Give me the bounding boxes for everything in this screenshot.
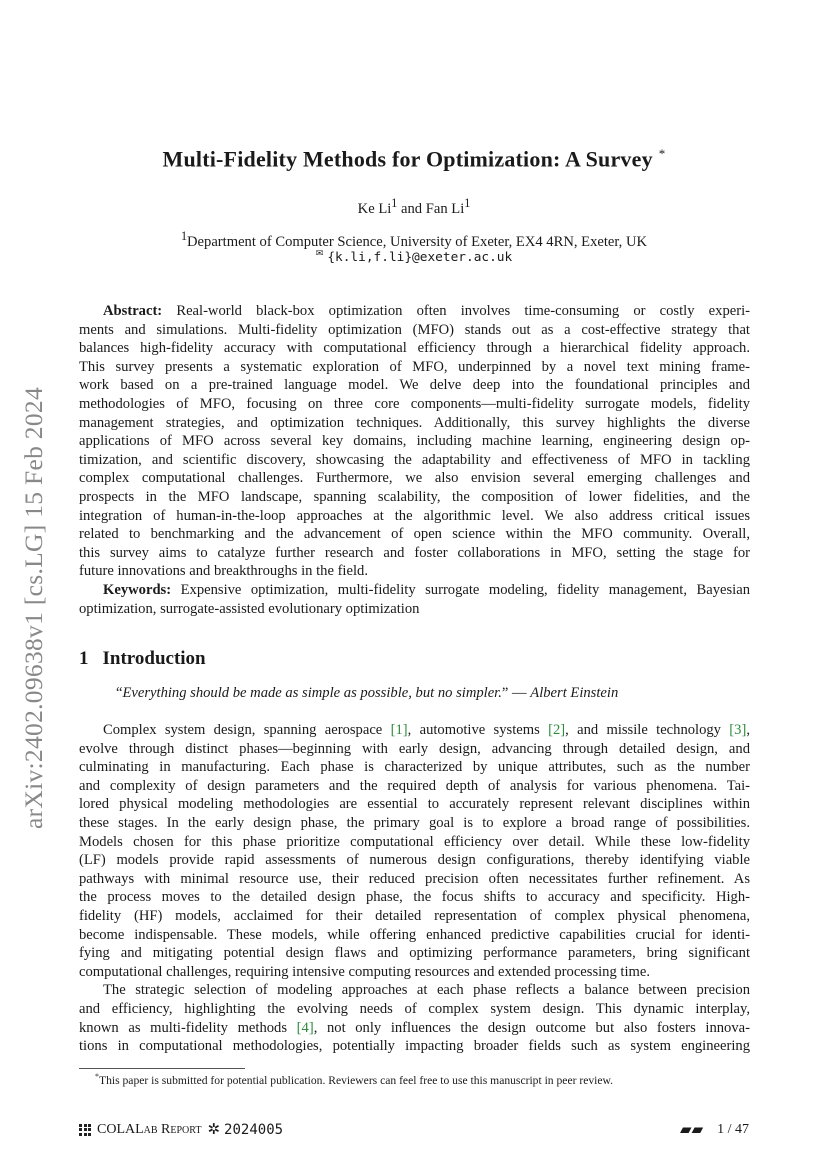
- author-and: and: [397, 200, 426, 217]
- citation-link[interactable]: [4]: [296, 1019, 314, 1036]
- epigraph-author: Albert Einstein: [530, 685, 619, 701]
- body-line: these stages. In the early design phase, the primary goal is to explore a broad range of possibilities.: [79, 814, 750, 831]
- abstract-line: complex computational challenges. Furthermore, we also envision several emerging challenges and: [79, 470, 750, 487]
- author-affil-mark: 1: [464, 196, 471, 210]
- abstract-line: related to benchmarking and the advancement of open science within the MFO community. Overall,: [79, 526, 750, 543]
- affiliation-mark: 1: [180, 229, 188, 243]
- abstract-line: future innovations and breakthroughs in the field.: [79, 563, 368, 580]
- body-line: Models chosen for this phase prioritize computational efficiency over detail. While these low-fidelity: [79, 833, 750, 850]
- book-icon: ▰▰: [680, 1122, 704, 1138]
- email-address[interactable]: {k.li,f.li}@exeter.ac.uk: [327, 250, 513, 265]
- mail-icon: ✉: [315, 248, 324, 258]
- title-footnote-mark: *: [658, 146, 666, 161]
- paper-title: [80, 146, 748, 172]
- body-line: and complexity of design parameters and the required depth of analysis for various phenomena. Tai-: [79, 777, 750, 794]
- citation-link[interactable]: [1]: [390, 722, 408, 738]
- abstract-line: work based on a pre-trained language model. We delve deep into the foundational principles and: [79, 377, 750, 394]
- section-number: 1: [79, 648, 89, 669]
- section-title: Introduction: [102, 648, 206, 669]
- footnote-rule: [79, 1068, 245, 1069]
- body-line: become indispensable. These models, while offering enhanced predictive capabilities crucial for identi-: [79, 926, 750, 943]
- epigraph: “Everything should be made as simple as possible, but no simpler.” — Albert Einstein: [116, 685, 619, 701]
- arxiv-stamp: [20, 362, 48, 854]
- abstract-line: applications of MFO across several key domains, including machine learning, engineering design op-: [79, 433, 750, 450]
- section-heading: [79, 648, 206, 670]
- gear-icon: ✲: [207, 1122, 221, 1138]
- arxiv-stamp-text: arXiv:2402.09638v1 [cs.LG] 15 Feb 2024: [19, 386, 48, 830]
- body-line: known as multi-fidelity methods [4], not only influences the design outcome but also fosters innova-: [79, 1019, 750, 1036]
- abstract-line: this survey aims to catalyze further research and foster collaborations in MFO, setting the stage for: [79, 544, 750, 561]
- abstract-line: Abstract: Real-world black-box optimization often involves time-consuming or costly experi-: [103, 303, 750, 319]
- lab-name: COLALab Report: [97, 1121, 202, 1137]
- body-line: The strategic selection of modeling approaches at each phase reflects a balance between precision: [103, 982, 750, 999]
- citation-link[interactable]: [2]: [548, 722, 566, 738]
- author-affil-mark: 1: [391, 196, 398, 210]
- page-number: 1 / 47: [717, 1121, 749, 1137]
- grid-icon: [79, 1124, 91, 1136]
- author-name: Fan Li: [425, 200, 465, 217]
- body-line: computational challenges, requiring intensive computing resources and extended processing time.: [79, 963, 651, 980]
- body-line: (LF) models provide rapid assessments of numerous design configurations, thereby identifying viable: [79, 852, 750, 869]
- epigraph-text: Everything should be made as simple as possible, but no simpler.: [122, 685, 502, 701]
- body-line: the process moves to the detailed design phase, the focus shifts to accuracy and specificity. High-: [79, 889, 750, 906]
- abstract: [79, 302, 750, 618]
- report-number: 2024005: [224, 1121, 284, 1138]
- body-line: tions in computational methodologies, potentially impacting broader fields such as system engineering: [79, 1038, 750, 1055]
- keywords-label: Keywords:: [103, 581, 172, 598]
- abstract-line: balances high-fidelity accuracy with computational efficiency through a hierarchical fidelity approach.: [79, 340, 750, 357]
- email-line: [80, 248, 748, 266]
- abstract-line: timization, and scientific discovery, showcasing the adaptability and effectiveness of MFO in tackling: [79, 451, 750, 468]
- body-line: and efficiency, highlighting the evolving needs of complex system design. This dynamic interplay,: [79, 1000, 750, 1017]
- footnote: [95, 1072, 613, 1087]
- body-line: lored physical modeling methodologies are essential to accurately represent relevant disciplines within: [79, 796, 750, 813]
- body-line: evolve through distinct phases—beginning with early design, advancing through detailed design, and: [79, 740, 750, 757]
- body-line: fying and mitigating potential design flaws and optimizing performance parameters, bring significant: [79, 945, 750, 962]
- title-text: Multi-Fidelity Methods for Optimization: A Survey: [162, 146, 653, 172]
- abstract-line: ments and simulations. Multi-fidelity optimization (MFO) stands out as a cost-effective strategy that: [79, 321, 750, 338]
- abstract-line: methodologies of MFO, focusing on three core components—multi-fidelity surrogate models, fidelity: [79, 395, 750, 412]
- keywords-line: optimization, surrogate-assisted evolutionary optimization: [79, 600, 420, 617]
- body-line: Complex system design, spanning aerospace [1], automotive systems [2], and missile technology [3],: [103, 722, 750, 738]
- citation-link[interactable]: [3]: [729, 722, 747, 738]
- footer-report-id: [79, 1120, 283, 1139]
- keywords-line: Keywords: Expensive optimization, multi-fidelity surrogate modeling, fidelity management, Bayesian: [103, 581, 750, 598]
- affiliation-text: Department of Computer Science, University of Exeter, EX4 4RN, Exeter, UK: [187, 233, 648, 250]
- author-list: [80, 196, 748, 218]
- body-line: fidelity (HF) models, acclaimed for their detailed representation of complex physical phenomena,: [79, 907, 750, 924]
- abstract-line: prospects in the MFO landscape, spanning scalability, the composition of lower fidelities, and the: [79, 488, 750, 505]
- abstract-line: integration of human-in-the-loop approaches at the algorithmic level. We also address critical issues: [79, 507, 750, 524]
- footnote-text: This paper is submitted for potential publication. Reviewers can feel free to use this manuscript in peer review.: [99, 1073, 614, 1087]
- body-line: culminating in manufacturing. Each phase is characterized by unique attributes, such as the number: [79, 759, 750, 776]
- author-name: Ke Li: [357, 200, 392, 217]
- footer-page: [680, 1120, 749, 1139]
- abstract-line: management strategies, and optimization techniques. Additionally, this survey highlights the diverse: [79, 414, 750, 431]
- abstract-label: Abstract:: [103, 303, 163, 319]
- intro-body: [79, 721, 750, 1056]
- abstract-line: This survey presents a systematic exploration of MFO, underpinned by a novel text mining frame-: [79, 358, 750, 375]
- body-line: pathways with minimal resource use, their reduced precision often necessitates further refinement. As: [79, 870, 750, 887]
- footnote-mark: *: [95, 1072, 99, 1081]
